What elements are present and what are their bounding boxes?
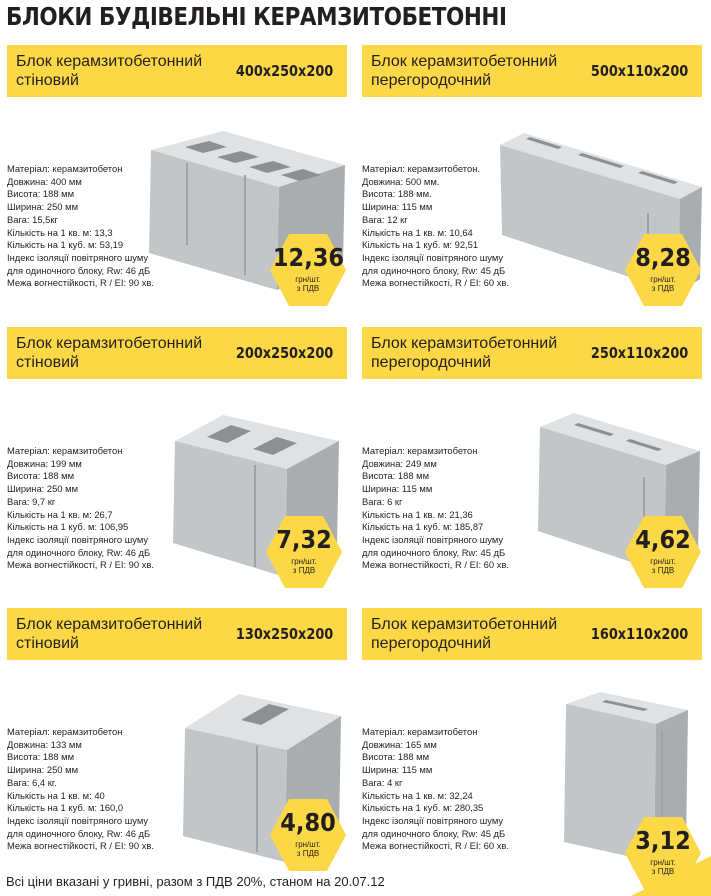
product-card xyxy=(7,608,347,878)
price-value: 3,12 xyxy=(635,826,691,855)
spec-line: для одиночного блоку, Rw: 45 дБ xyxy=(362,827,506,839)
product-size: 400x250x200 xyxy=(235,62,333,80)
spec-line: Кількість на 1 куб. м: 280,35 xyxy=(362,802,484,814)
product-size: 130x250x200 xyxy=(235,625,333,643)
product-size: 160x110x200 xyxy=(590,625,688,643)
product-size: 200x250x200 xyxy=(235,344,333,362)
spec-line: Індекс ізоляції повітряного шуму xyxy=(7,814,149,826)
spec-line: Ширина: 115 мм xyxy=(362,483,433,495)
spec-line: Висота: 188 мм xyxy=(7,751,75,763)
spec-line: Ширина: 115 мм xyxy=(362,764,433,776)
spec-line: Вага: 6 кг xyxy=(362,495,403,507)
spec-line: Висота: 188 мм xyxy=(362,470,430,482)
product-header xyxy=(7,45,347,97)
product-name: Блок керамзитобетонний перегородочний xyxy=(371,616,558,652)
corner-decoration xyxy=(591,856,711,896)
spec-line: Кількість на 1 кв. м: 32,24 xyxy=(362,789,473,801)
spec-line: Кількість на 1 кв. м: 26,7 xyxy=(7,508,113,520)
product-specs xyxy=(362,726,572,853)
product-size: 250x110x200 xyxy=(590,344,688,362)
product-card xyxy=(7,45,347,315)
product-card xyxy=(362,608,702,878)
price-badge xyxy=(624,231,702,309)
spec-line: Ширина: 250 мм xyxy=(7,764,79,776)
product-card xyxy=(7,327,347,597)
spec-line: Індекс ізоляції повітряного шуму xyxy=(362,814,504,826)
price-badge xyxy=(624,513,702,591)
product-header xyxy=(362,327,702,379)
price-unit: грн/шт. з ПДВ xyxy=(650,858,676,876)
price-value: 12,36 xyxy=(272,243,345,272)
spec-line: Індекс ізоляції повітряного шуму xyxy=(362,251,504,263)
spec-line: Довжина: 133 мм xyxy=(7,738,82,750)
spec-line: Межа вогнестійкості, R / EI: 90 хв. xyxy=(7,840,154,852)
price-badge xyxy=(269,231,347,309)
price-unit: грн/шт. з ПДВ xyxy=(650,557,676,575)
price-unit: грн/шт. з ПДВ xyxy=(650,275,676,293)
price-unit: грн/шт. з ПДВ xyxy=(291,557,317,575)
spec-line: Індекс ізоляції повітряного шуму xyxy=(7,533,149,545)
spec-line: Вага: 15,5кг xyxy=(7,213,58,225)
price-value: 8,28 xyxy=(635,243,691,272)
product-header xyxy=(362,45,702,97)
spec-line: Кількість на 1 куб. м: 185,87 xyxy=(362,521,484,533)
spec-line: Індекс ізоляції повітряного шуму xyxy=(362,533,504,545)
product-name: Блок керамзитобетонний перегородочний xyxy=(371,335,558,371)
spec-line: Ширина: 250 мм xyxy=(7,483,79,495)
spec-line: Межа вогнестійкості, R / EI: 90 хв. xyxy=(7,559,154,571)
product-header xyxy=(7,327,347,379)
spec-line: Висота: 188 мм xyxy=(7,188,75,200)
price-note: Всі ціни вказані у гривні, разом з ПДВ 20%, станом на 20.07.12 xyxy=(6,874,385,889)
spec-line: для одиночного блоку, Rw: 46 дБ xyxy=(7,264,151,276)
spec-line: Матеріал: керамзитобетон xyxy=(362,445,478,456)
spec-line: Вага: 4 кг xyxy=(362,776,403,788)
spec-line: Межа вогнестійкості, R / EI: 60 хв. xyxy=(362,559,509,571)
spec-line: Матеріал: керамзитобетон. xyxy=(362,163,480,174)
price-badge xyxy=(265,513,343,591)
price-value: 7,32 xyxy=(276,525,332,554)
spec-line: для одиночного блоку, Rw: 45 дБ xyxy=(362,546,506,558)
spec-line: Ширина: 250 мм xyxy=(7,201,79,213)
spec-line: Висота: 188 мм xyxy=(7,470,75,482)
spec-line: Кількість на 1 кв. м: 21,36 xyxy=(362,508,473,520)
spec-line: Кількість на 1 куб. м: 106,95 xyxy=(7,521,129,533)
spec-line: Вага: 6,4 кг. xyxy=(7,776,57,788)
product-header xyxy=(7,608,347,660)
product-name: Блок керамзитобетонний стіновий xyxy=(16,53,203,89)
product-size: 500x110x200 xyxy=(590,62,688,80)
spec-line: Вага: 9,7 кг xyxy=(7,495,56,507)
page-title: БЛОКИ БУДІВЕЛЬНІ КЕРАМЗИТОБЕТОННІ xyxy=(6,2,507,31)
product-header xyxy=(362,608,702,660)
spec-line: Вага: 12 кг xyxy=(362,213,408,225)
spec-line: Кількість на 1 куб. м: 160,0 xyxy=(7,802,124,814)
spec-line: Індекс ізоляції повітряного шуму xyxy=(7,251,149,263)
spec-line: Межа вогнестійкості, R / EI: 60 хв. xyxy=(362,840,509,852)
product-name: Блок керамзитобетонний стіновий xyxy=(16,335,203,371)
product-name: Блок керамзитобетонний стіновий xyxy=(16,616,203,652)
spec-line: для одиночного блоку, Rw: 45 дБ xyxy=(362,264,506,276)
price-unit: грн/шт. з ПДВ xyxy=(295,275,321,293)
spec-line: Кількість на 1 куб. м: 53,19 xyxy=(7,239,124,251)
spec-line: Довжина: 400 мм xyxy=(7,175,82,187)
price-value: 4,62 xyxy=(635,525,691,554)
spec-line: Кількість на 1 куб. м: 92,51 xyxy=(362,239,479,251)
product-card xyxy=(362,45,702,315)
spec-line: для одиночного блоку, Rw: 46 дБ xyxy=(7,546,151,558)
spec-line: Межа вогнестійкості, R / EI: 60 хв. xyxy=(362,277,509,289)
spec-line: Матеріал: керамзитобетон xyxy=(7,163,123,174)
spec-line: Матеріал: керамзитобетон xyxy=(7,445,123,456)
product-name: Блок керамзитобетонний перегородочний xyxy=(371,53,558,89)
spec-line: для одиночного блоку, Rw: 46 дБ xyxy=(7,827,151,839)
spec-line: Межа вогнестійкості, R / EI: 90 хв. xyxy=(7,277,154,289)
spec-line: Висота: 188 мм xyxy=(362,751,430,763)
spec-line: Довжина: 199 мм xyxy=(7,457,82,469)
spec-line: Матеріал: керамзитобетон xyxy=(362,726,478,737)
spec-line: Довжина: 500 мм. xyxy=(362,175,440,187)
spec-line: Кількість на 1 кв. м: 40 xyxy=(7,789,105,801)
spec-line: Матеріал: керамзитобетон xyxy=(7,726,123,737)
spec-line: Довжина: 165 мм xyxy=(362,738,437,750)
spec-line: Кількість на 1 кв. м: 13,3 xyxy=(7,226,113,238)
spec-line: Кількість на 1 кв. м: 10,64 xyxy=(362,226,473,238)
price-badge xyxy=(269,796,347,874)
product-card xyxy=(362,327,702,597)
price-value: 4,80 xyxy=(280,808,336,837)
spec-line: Довжина: 249 мм xyxy=(362,457,437,469)
spec-line: Ширина: 115 мм xyxy=(362,201,433,213)
spec-line: Висота: 188 мм. xyxy=(362,188,432,200)
price-unit: грн/шт. з ПДВ xyxy=(295,840,321,858)
